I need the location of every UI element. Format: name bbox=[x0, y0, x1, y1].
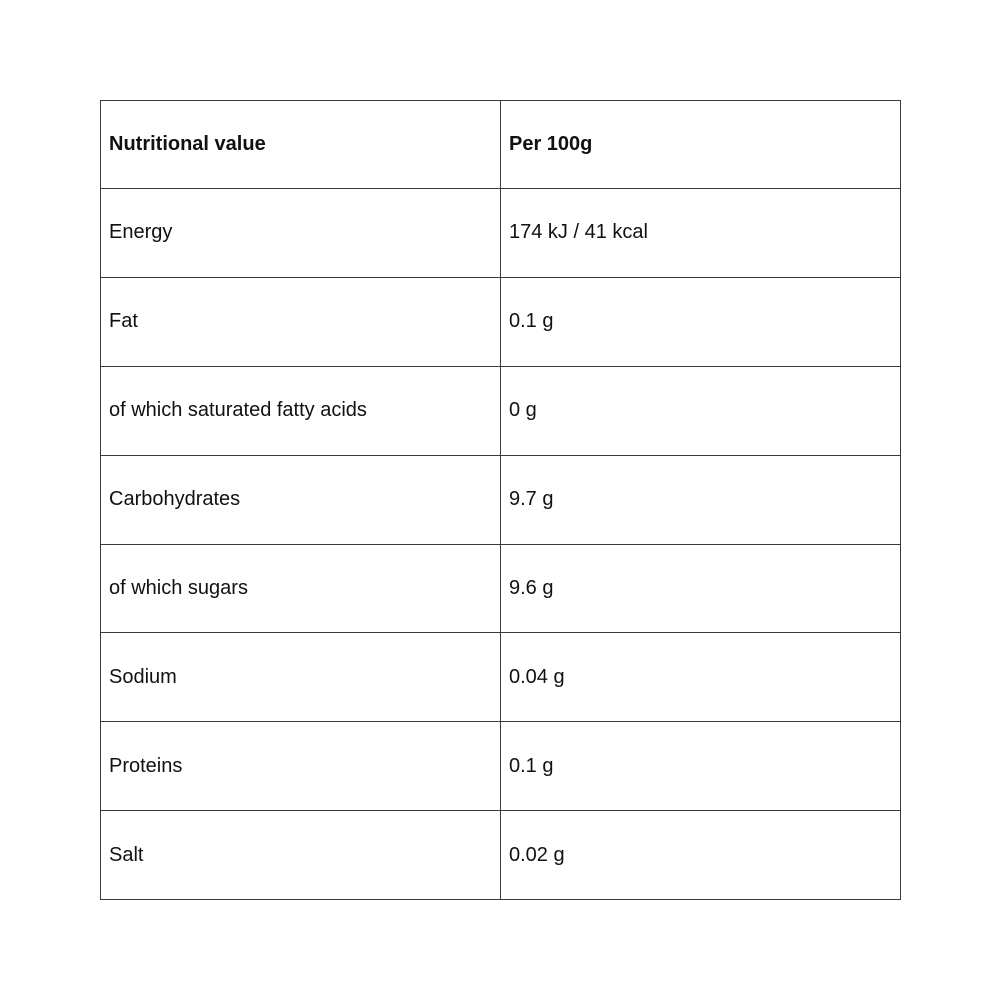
nutrient-name: Salt bbox=[101, 811, 501, 900]
nutrient-name: Carbohydrates bbox=[101, 455, 501, 544]
table-row bbox=[101, 811, 901, 900]
nutrient-name: of which sugars bbox=[101, 544, 501, 633]
nutrient-value: 0.04 g bbox=[501, 633, 901, 722]
nutrition-table-container bbox=[100, 100, 900, 900]
header-nutritional-value: Nutritional value bbox=[101, 101, 501, 189]
nutrient-name: Energy bbox=[101, 189, 501, 278]
nutrient-name: Proteins bbox=[101, 722, 501, 811]
nutrition-table bbox=[100, 100, 901, 900]
table-row bbox=[101, 455, 901, 544]
nutrient-value: 0.1 g bbox=[501, 722, 901, 811]
nutrient-name: Sodium bbox=[101, 633, 501, 722]
table-header-row bbox=[101, 101, 901, 189]
nutrient-value: 9.7 g bbox=[501, 455, 901, 544]
table-row bbox=[101, 277, 901, 366]
table-row bbox=[101, 633, 901, 722]
header-per-100g: Per 100g bbox=[501, 101, 901, 189]
table-row bbox=[101, 189, 901, 278]
nutrient-name: of which saturated fatty acids bbox=[101, 366, 501, 455]
nutrient-name: Fat bbox=[101, 277, 501, 366]
table-row bbox=[101, 366, 901, 455]
nutrient-value: 0.02 g bbox=[501, 811, 901, 900]
table-row bbox=[101, 722, 901, 811]
table-row bbox=[101, 544, 901, 633]
nutrient-value: 0 g bbox=[501, 366, 901, 455]
nutrient-value: 9.6 g bbox=[501, 544, 901, 633]
nutrient-value: 174 kJ / 41 kcal bbox=[501, 189, 901, 278]
nutrient-value: 0.1 g bbox=[501, 277, 901, 366]
